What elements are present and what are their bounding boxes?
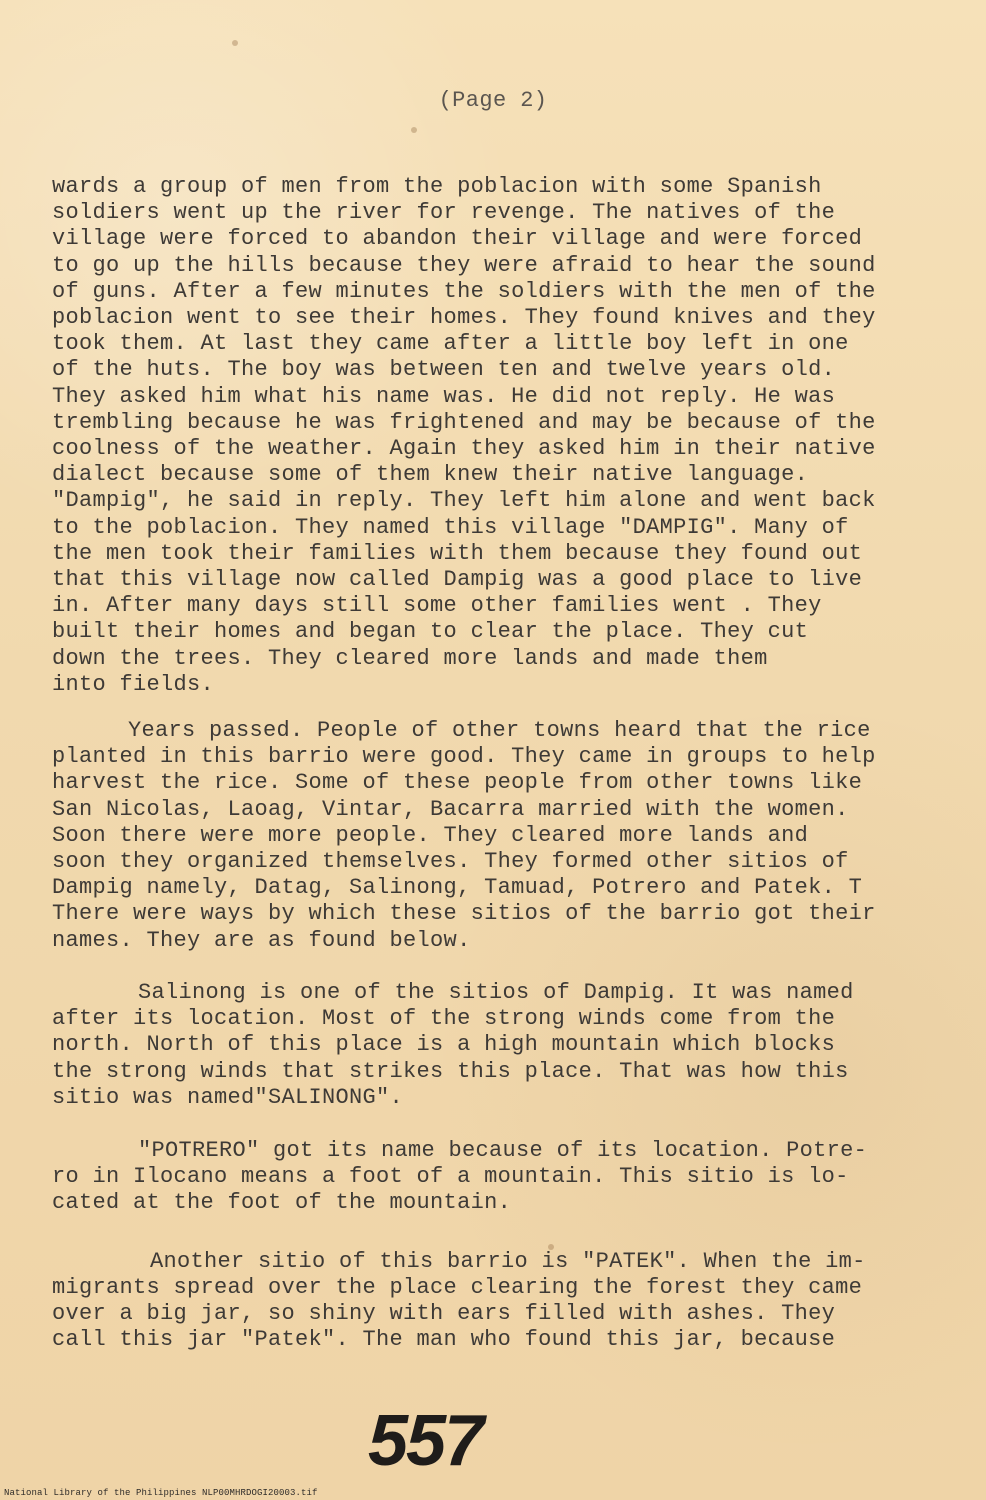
- paragraph-potrero: "POTRERO" got its name because of its location. Potre- ro in Ilocano means a foot of a mountain. This sitio is lo- cated at the foot of the mountain.: [52, 1137, 868, 1216]
- paragraph-salinong: Salinong is one of the sitios of Dampig. It was named after its location. Most of the strong winds come from the north. North of this place is a high mountain which blocks the strong winds that strikes this place. That was how this sitio was named"SALINONG".: [52, 979, 854, 1110]
- page-number: 557: [368, 1401, 483, 1481]
- archive-credit: National Library of the Philippines NLP00MHRDOGI20003.tif: [4, 1488, 318, 1498]
- paragraph-settlement: Years passed. People of other towns heard that the rice planted in this barrio were good. They came in groups to help harvest the rice. Some of these people from other towns like San Nicolas, Laoag, Vintar, Bacarra married with the women. Soon there were more people. They cleared more lands and soon they organized themselves. They formed other sitios of Dampig namely, Datag, Salinong, Tamuad, Potrero and Patek. T There were ways by which these sitios of the barrio got their names. They are as found below.: [52, 718, 876, 953]
- paragraph-history: wards a group of men from the poblacion with some Spanish soldiers went up the river for revenge. The natives of the village were forced to abandon their village and were forced to go up the hills because they were afraid to hear the sound of guns. After a few minutes the soldiers with the men of the poblacion went to see their homes. They found knives and they took them. At last they came after a little boy left in one of the huts. The boy was between ten and twelve years old. They asked him what his name was. He did not reply. He was trembling because he was frightened and may be because of the coolness of the weather. Again they asked him in their native dialect because some of them knew their native language. "Dampig", he said in reply. They left him alone and went back to the poblacion. They named this village "DAMPIG". Many of the men took their families with them because they found out that this village now called Dampig was a good place to live in. After many days still some other families went . They built their homes and began to clear the place. They cut down the trees. They cleared more lands and made them into fields.: [52, 174, 876, 697]
- document-body: [52, 174, 944, 1353]
- paragraph-patek: Another sitio of this barrio is "PATEK". When the im- migrants spread over the place clearing the forest they came over a big jar, so shiny with ears filled with ashes. They call this jar "Patek". The man who found this jar, because: [52, 1248, 866, 1353]
- paper-speck: [232, 40, 238, 46]
- page-heading: (Page 2): [438, 88, 548, 113]
- paper-speck: [411, 127, 417, 133]
